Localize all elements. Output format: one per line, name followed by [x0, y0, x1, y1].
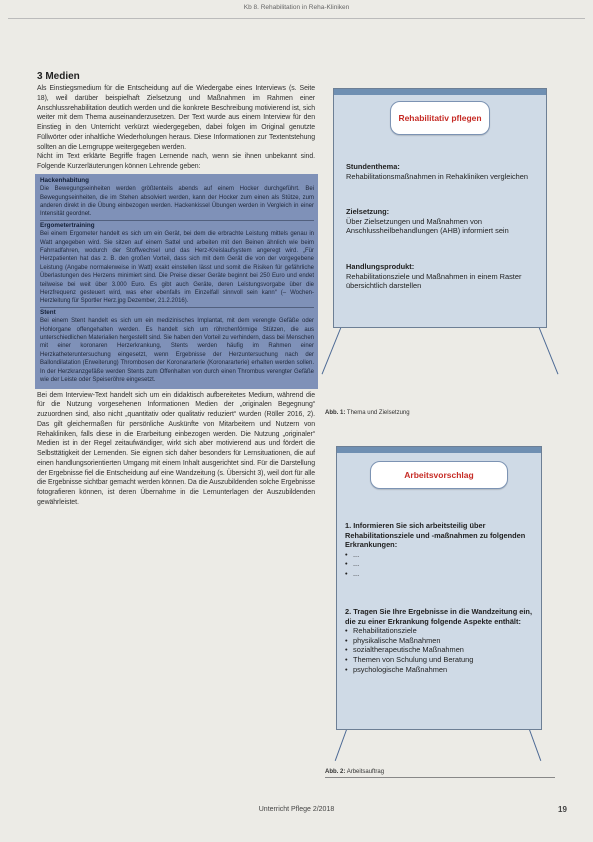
list-item: • Themen von Schulung und Beratung	[353, 655, 537, 665]
glossary-term: Ergometertraining	[40, 221, 95, 229]
glossary-text: Bei einem Ergometer handelt es sich um ein Gerät, bei dem die erbrachte Leistung mittels genau in Watt angegeben wird. Sie sitzen auf einem Sattel und arbeiten mit den Beinen ähnlich wie beim Fahrradfahren, wodurch der Stoffwechsel und das Herz-Kreislaufsystem angeregt wird. „Für Herzpatienten hat das z. B. den großen Vorteil, dass sich mit dem Gerät die von der vorgegebene Leistung (Angabe normalerweise in Watt) exakt einstellen lässt und somit die Risiken für gefährliche Überlastungen des Herzens minimiert sind. Die Preise dieser Geräte beginnt bei 250 Euro und endet teilweise bei weit über 3.000 Euro. Es gibt auch Geräte, deren Leistungsvorgabe über die Herzfrequenz gesteuert wird, was eher ebenfalls im Einzelfall sinnvoll sein kann“ (– Wochen-Herzleitung für Sportler Herz.jpg Dezember, 21.2.2016).	[40, 231, 314, 305]
caption-label: Abb. 2:	[325, 769, 346, 775]
figure-caption-2	[325, 769, 384, 775]
list-item: • physikalische Maßnahmen	[353, 636, 537, 646]
intro-paragraph-2: Nicht im Text erklärte Begriffe fragen Lernende nach, wenn sie ihnen unbekannt sind. Folgende Kurzerläuterungen können Lehrende geben:	[37, 153, 315, 170]
list-item: • psychologische Maßnahmen	[353, 665, 537, 675]
product-label: Handlungsprodukt:	[346, 262, 415, 271]
list-item: • ...	[353, 550, 537, 560]
task-2-list	[345, 626, 537, 674]
wallchart-topic	[333, 88, 547, 328]
product-text: Rehabilitationsziele und Maßnahmen in einem Raster übersichtlich darstellen	[346, 271, 522, 291]
glossary-text: Bei einem Stent handelt es sich um ein medizinisches Implantat, mit dem verengte Gefäße oder Hohlorgane offengehalten werden. Es handelt sich um röhrchenförmige Stützen, die aus unterschiedlichen Materialien hergestellt sind. Sie haben den Vorteil zu verhindern, dass bei Menschen mit einer koronaren Herzerkrankung, Stents werden häufig im Rahmen einer Herzkatheteruntersuchung eingesetzt, wenn Ergebnisse der Herzuntersuchung nach der Ballondilatation (Erweiterung) Thrombosen der Koronararterie (Koronararterie) erhalten werden sollen. In der Herzkranzgefäße werden Stents zum Offenhalten von durch einen Thrombus verengter Gefäße wie der Leiste oder Speiseröhre eingesetzt.	[40, 318, 314, 384]
journal-name: Unterricht Pflege 2/2018	[258, 806, 335, 813]
glossary-divider	[40, 307, 314, 308]
board-title-pill	[370, 461, 508, 489]
list-item: • ...	[353, 569, 537, 579]
goal-label: Zielsetzung:	[346, 207, 390, 216]
board-header-bar	[334, 89, 546, 95]
intro-paragraph: Als Einstiegsmedium für die Entscheidung auf die Wiedergabe eines Interviews (s. Seite 18), weil darüber beispielhaft Zielsetzung und Maßnahmen im Rahmen einer Anschlussrehabilitation deutlich werden und die konkrete Beschreibung motivierend ist, sich weiter mit dem Thema auseinanderzusetzen. Der Text wurde aus einem Interview für den Einstieg in den Unterricht verkürzt wiedergegeben, dabei folgen im Original genutzte Füllwörter oder inhaltliche Wiederholungen heraus. Diese Informationen zur Textentstehung sollten an die Lerngruppe weitergegeben werden.	[37, 85, 315, 151]
easel-leg-left	[335, 727, 348, 761]
glossary-text: Die Bewegungseinheiten werden größtenteils abends auf einem Hocker durchgeführt. Bei Bewegungseinheiten, die im Stehen absolviert werden, kann der Hocker zum einen als Stütze, zum anderen direkt in die Übung einbezogen werden. Hackenkissel Übungen werden in Vergleich in einer Intensität geordnet.	[40, 186, 314, 218]
easel-leg-right	[528, 727, 541, 761]
glossary-divider	[40, 220, 314, 221]
goal-block	[346, 207, 536, 236]
glossary-box	[35, 174, 318, 389]
caption-text: Arbeitsauftrag	[346, 769, 385, 775]
outro-paragraph: Bei dem Interview-Text handelt sich um ein didaktisch aufbereitetes Medium, während die für die Nutzung vorgesehenen Informationen Medien der „originalen Begegnung“ zuzuordnen sind, also nicht „quantitativ oder qualitativ reduziert“ wurden (Röller 2016, 2). Das gilt gleichermaßen für persönliche Auskünfte von Mitarbeitern und Nutzern von Rehakliniken, falls diese in die Erarbeitung einbezogen werden. Die Nutzung „originaler“ Medien ist in der Regel zeitaufwändiger, wirkt sich aber motivierend aus und fördert die Selbsttätigkeit der Lernenden. Sie eignen sich daher besonders für Lernsituationen, die auf einen handlungsorientierten Umgang mit einem Inhalt ausgerichtet sind. Für die Darstellung der Ergebnisse fiel die Entscheidung auf eine Wandzeitung (s. Übersicht 3), weil dort für alle die Ergebnisse sichtbar gemacht werden können. Da die Auszubildenden solche Ergebnisse fotografieren können, ist deren Übernahme in die Lernunterlagen der Auszubildenden gewährleistet.	[37, 391, 315, 506]
topic-label: Stundenthema:	[346, 162, 400, 171]
board-header-bar	[337, 447, 541, 453]
left-column	[37, 71, 315, 508]
product-block	[346, 262, 536, 291]
board-title-pill	[390, 101, 490, 135]
task-1-text: 1. Informieren Sie sich arbeitsteilig über Rehabilitationsziele und -maßnahmen zu folgenden Erkrankungen:	[345, 521, 526, 550]
caption-text: Thema und Zielsetzung	[346, 410, 410, 416]
task-1-list	[345, 550, 537, 579]
list-item: • Rehabilitationsziele	[353, 626, 537, 636]
glossary-term: Stent	[40, 308, 56, 316]
topic-block	[346, 162, 536, 181]
figure-caption-1	[325, 410, 410, 416]
task-1-block	[345, 521, 537, 579]
running-head: Kb 8. Rehabilitation in Reha-Kliniken	[243, 4, 350, 11]
list-item: • ...	[353, 559, 537, 569]
board-title: Rehabilitativ pflegen	[398, 113, 482, 123]
wallchart-task	[336, 446, 542, 730]
easel-leg-right	[538, 326, 558, 375]
topic-text: Rehabilitationsmaßnahmen in Rehakliniken vergleichen	[346, 171, 528, 181]
list-item: • sozialtherapeutische Maßnahmen	[353, 645, 537, 655]
task-2-block	[345, 607, 537, 674]
board-title: Arbeitsvorschlag	[404, 470, 474, 480]
easel-leg-left	[322, 326, 342, 375]
section-title: 3 Medien	[37, 71, 80, 82]
glossary-term: Hackenhabitung	[40, 176, 89, 184]
goal-text: Über Zielsetzungen und Maßnahmen von Anschlussheilbehandlungen (AHB) informiert sein	[346, 216, 509, 236]
task-2-text: 2. Tragen Sie Ihre Ergebnisse in die Wandzeitung ein, die zu einer Erkrankung folgende Aspekte enthält:	[345, 607, 532, 626]
header-rule	[8, 18, 585, 19]
caption-label: Abb. 1:	[325, 410, 346, 416]
page-number: 19	[558, 805, 567, 814]
caption-rule	[325, 777, 555, 778]
